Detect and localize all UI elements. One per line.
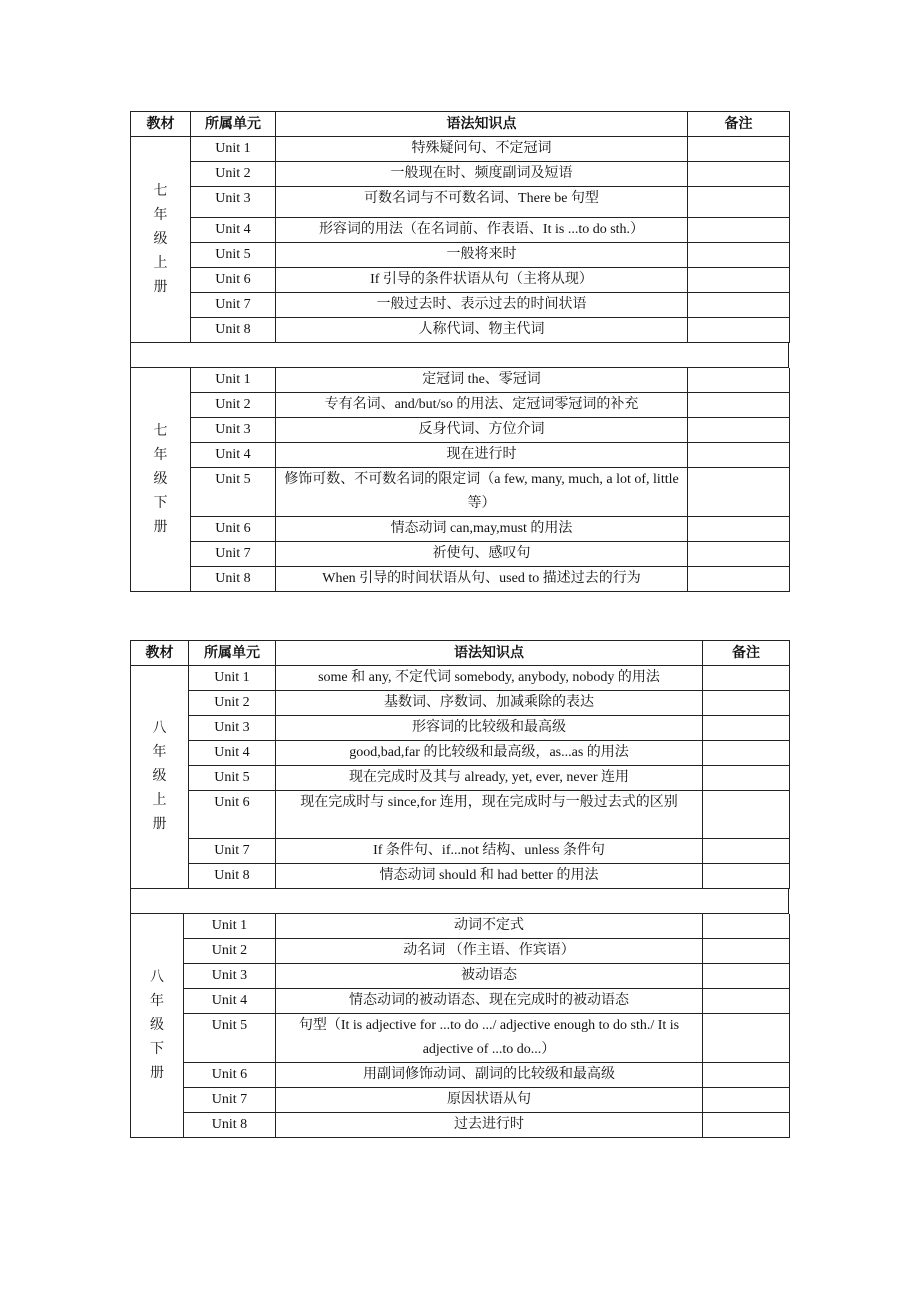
table-row (131, 218, 790, 243)
table-row (131, 318, 790, 343)
unit-cell: Unit 5 (191, 243, 276, 268)
textbook-char: 八 (152, 721, 167, 736)
notes-cell (688, 567, 790, 592)
textbook-char: 上 (153, 255, 168, 271)
grammar-point-cell: 过去进行时 (276, 1113, 703, 1138)
notes-cell (703, 1014, 790, 1063)
notes-cell (688, 368, 790, 393)
separator-row (130, 889, 789, 914)
unit-cell: Unit 1 (191, 137, 276, 162)
unit-cell: Unit 8 (184, 1113, 276, 1138)
grammar-point-cell: 专有名词、and/but/so 的用法、定冠词零冠词的补充 (276, 393, 688, 418)
table-row (131, 567, 790, 592)
notes-cell (703, 864, 790, 889)
grammar-point-cell: 定冠词 the、零冠词 (276, 368, 688, 393)
textbook-char: 七 (153, 183, 168, 199)
notes-cell (703, 791, 790, 839)
table-header (130, 640, 790, 666)
notes-cell (688, 542, 790, 567)
grammar-table-grade7 (130, 111, 789, 592)
grammar-point-cell: 可数名词与不可数名词、There be 句型 (276, 187, 688, 218)
grammar-point-cell: 句型（It is adjective for ...to do .../ adjective enough to do sth./ It is adjective of ...to do...） (276, 1014, 703, 1063)
notes-cell (703, 666, 790, 691)
header-notes: 备注 (703, 641, 790, 666)
unit-cell: Unit 6 (184, 1063, 276, 1088)
unit-cell: Unit 7 (191, 542, 276, 567)
table-row (131, 268, 790, 293)
header-notes: 备注 (688, 112, 790, 137)
textbook-char: 上 (152, 793, 167, 808)
table-row (131, 517, 790, 542)
textbook-char: 年 (153, 207, 168, 223)
grammar-point-cell: 原因状语从句 (276, 1088, 703, 1113)
grade-block (130, 914, 790, 1138)
table-row (131, 691, 790, 716)
notes-cell (688, 393, 790, 418)
unit-cell: Unit 7 (189, 839, 276, 864)
unit-cell: Unit 1 (184, 914, 276, 939)
header-row (131, 641, 790, 666)
table-row (131, 666, 790, 691)
grammar-point-cell: 动名词 （作主语、作宾语） (276, 939, 703, 964)
textbook-char: 册 (153, 279, 168, 295)
textbook-cell (131, 137, 191, 343)
grammar-point-cell: When 引导的时间状语从句、used to 描述过去的行为 (276, 567, 688, 592)
notes-cell (688, 418, 790, 443)
textbook-char: 级 (153, 231, 168, 247)
unit-cell: Unit 2 (191, 162, 276, 187)
unit-cell: Unit 7 (184, 1088, 276, 1113)
grammar-point-cell: 形容词的比较级和最高级 (276, 716, 703, 741)
unit-cell: Unit 6 (191, 517, 276, 542)
textbook-char: 下 (150, 1041, 164, 1057)
grammar-point-cell: 一般现在时、频度副词及短语 (276, 162, 688, 187)
unit-cell: Unit 4 (191, 443, 276, 468)
table-row (131, 1113, 790, 1138)
textbook-char: 级 (152, 769, 167, 784)
notes-cell (688, 162, 790, 187)
grammar-point-cell: 一般将来时 (276, 243, 688, 268)
table-row (131, 716, 790, 741)
table-row (131, 1063, 790, 1088)
notes-cell (703, 741, 790, 766)
grammar-point-cell: 反身代词、方位介词 (276, 418, 688, 443)
textbook-char: 册 (150, 1065, 164, 1081)
notes-cell (703, 939, 790, 964)
notes-cell (688, 293, 790, 318)
notes-cell (703, 839, 790, 864)
separator-cell (131, 343, 789, 368)
grammar-point-cell: 情态动词的被动语态、现在完成时的被动语态 (276, 989, 703, 1014)
table-row (131, 542, 790, 567)
header-grammar-point: 语法知识点 (276, 112, 688, 137)
notes-cell (703, 1063, 790, 1088)
unit-cell: Unit 5 (184, 1014, 276, 1063)
grammar-point-cell: 祈使句、感叹句 (276, 542, 688, 567)
grammar-point-cell: 动词不定式 (276, 914, 703, 939)
header-textbook: 教材 (131, 112, 191, 137)
unit-cell: Unit 6 (191, 268, 276, 293)
grade-block (130, 666, 790, 889)
notes-cell (703, 691, 790, 716)
unit-cell: Unit 5 (191, 468, 276, 517)
unit-cell: Unit 3 (191, 187, 276, 218)
unit-cell: Unit 3 (189, 716, 276, 741)
separator-cell (131, 889, 789, 914)
notes-cell (703, 964, 790, 989)
unit-cell: Unit 6 (189, 791, 276, 839)
table-row (131, 839, 790, 864)
notes-cell (703, 914, 790, 939)
header-unit: 所属单元 (191, 112, 276, 137)
separator-row (130, 343, 789, 368)
table-row (131, 443, 790, 468)
notes-cell (688, 517, 790, 542)
header-textbook: 教材 (131, 641, 189, 666)
unit-cell: Unit 8 (191, 567, 276, 592)
table-row (131, 187, 790, 218)
grammar-point-cell: 用副词修饰动词、副词的比较级和最高级 (276, 1063, 703, 1088)
unit-cell: Unit 4 (189, 741, 276, 766)
unit-cell: Unit 4 (184, 989, 276, 1014)
table-row (131, 418, 790, 443)
grammar-point-cell: 形容词的用法（在名词前、作表语、It is ...to do sth.） (276, 218, 688, 243)
notes-cell (688, 218, 790, 243)
grammar-point-cell: 修饰可数、不可数名词的限定词（a few, many, much, a lot of, little 等） (276, 468, 688, 517)
grade-block (130, 368, 790, 592)
textbook-char: 年 (153, 447, 168, 463)
grammar-point-cell: If 条件句、if...not 结构、unless 条件句 (276, 839, 703, 864)
unit-cell: Unit 5 (189, 766, 276, 791)
table-row (131, 1014, 790, 1063)
unit-cell: Unit 1 (191, 368, 276, 393)
grammar-point-cell: 基数词、序数词、加减乘除的表达 (276, 691, 703, 716)
table-row (131, 162, 790, 187)
grammar-point-cell: 现在完成时及其与 already, yet, ever, never 连用 (276, 766, 703, 791)
grammar-point-cell: 被动语态 (276, 964, 703, 989)
textbook-char: 七 (153, 423, 168, 439)
notes-cell (703, 766, 790, 791)
grammar-point-cell: 人称代词、物主代词 (276, 318, 688, 343)
table-row (131, 766, 790, 791)
grammar-point-cell: 现在进行时 (276, 443, 688, 468)
notes-cell (688, 443, 790, 468)
grammar-point-cell: 情态动词 can,may,must 的用法 (276, 517, 688, 542)
table-row (131, 1088, 790, 1113)
notes-cell (688, 187, 790, 218)
unit-cell: Unit 2 (184, 939, 276, 964)
table-row (131, 243, 790, 268)
notes-cell (688, 318, 790, 343)
notes-cell (688, 137, 790, 162)
notes-cell (703, 1088, 790, 1113)
textbook-char: 下 (153, 495, 168, 511)
header-grammar-point: 语法知识点 (276, 641, 703, 666)
grammar-point-cell: good,bad,far 的比较级和最高级，as...as 的用法 (276, 741, 703, 766)
table-row (131, 293, 790, 318)
table-row (131, 914, 790, 939)
unit-cell: Unit 3 (191, 418, 276, 443)
unit-cell: Unit 8 (189, 864, 276, 889)
unit-cell: Unit 7 (191, 293, 276, 318)
table-row (131, 137, 790, 162)
unit-cell: Unit 8 (191, 318, 276, 343)
table-row (131, 741, 790, 766)
grammar-table-grade8 (130, 640, 789, 1138)
unit-cell: Unit 2 (189, 691, 276, 716)
grammar-point-cell: 一般过去时、表示过去的时间状语 (276, 293, 688, 318)
notes-cell (703, 1113, 790, 1138)
grammar-point-cell: 情态动词 should 和 had better 的用法 (276, 864, 703, 889)
textbook-cell (131, 666, 189, 889)
notes-cell (688, 468, 790, 517)
table-row (131, 864, 790, 889)
textbook-char: 级 (150, 1017, 164, 1033)
unit-cell: Unit 1 (189, 666, 276, 691)
grade-block (130, 137, 790, 343)
textbook-cell (131, 914, 184, 1138)
textbook-char: 年 (152, 745, 167, 760)
table-header (130, 111, 790, 137)
table-row (131, 368, 790, 393)
table-row (131, 939, 790, 964)
textbook-char: 册 (153, 519, 168, 535)
unit-cell: Unit 2 (191, 393, 276, 418)
table-row (131, 468, 790, 517)
textbook-char: 八 (150, 969, 164, 985)
grammar-point-cell: 特殊疑问句、不定冠词 (276, 137, 688, 162)
table-row (131, 791, 790, 839)
notes-cell (703, 716, 790, 741)
textbook-char: 册 (152, 817, 167, 832)
table-row (131, 964, 790, 989)
notes-cell (703, 989, 790, 1014)
unit-cell: Unit 4 (191, 218, 276, 243)
table-row (131, 989, 790, 1014)
notes-cell (688, 243, 790, 268)
header-row (131, 112, 790, 137)
notes-cell (688, 268, 790, 293)
textbook-cell (131, 368, 191, 592)
grammar-point-cell: some 和 any, 不定代词 somebody, anybody, nobody 的用法 (276, 666, 703, 691)
grammar-point-cell: 现在完成时与 since,for 连用，现在完成时与一般过去式的区别 (276, 791, 703, 839)
grammar-point-cell: If 引导的条件状语从句（主将从现） (276, 268, 688, 293)
header-unit: 所属单元 (189, 641, 276, 666)
unit-cell: Unit 3 (184, 964, 276, 989)
table-row (131, 393, 790, 418)
textbook-char: 年 (150, 993, 164, 1009)
textbook-char: 级 (153, 471, 168, 487)
